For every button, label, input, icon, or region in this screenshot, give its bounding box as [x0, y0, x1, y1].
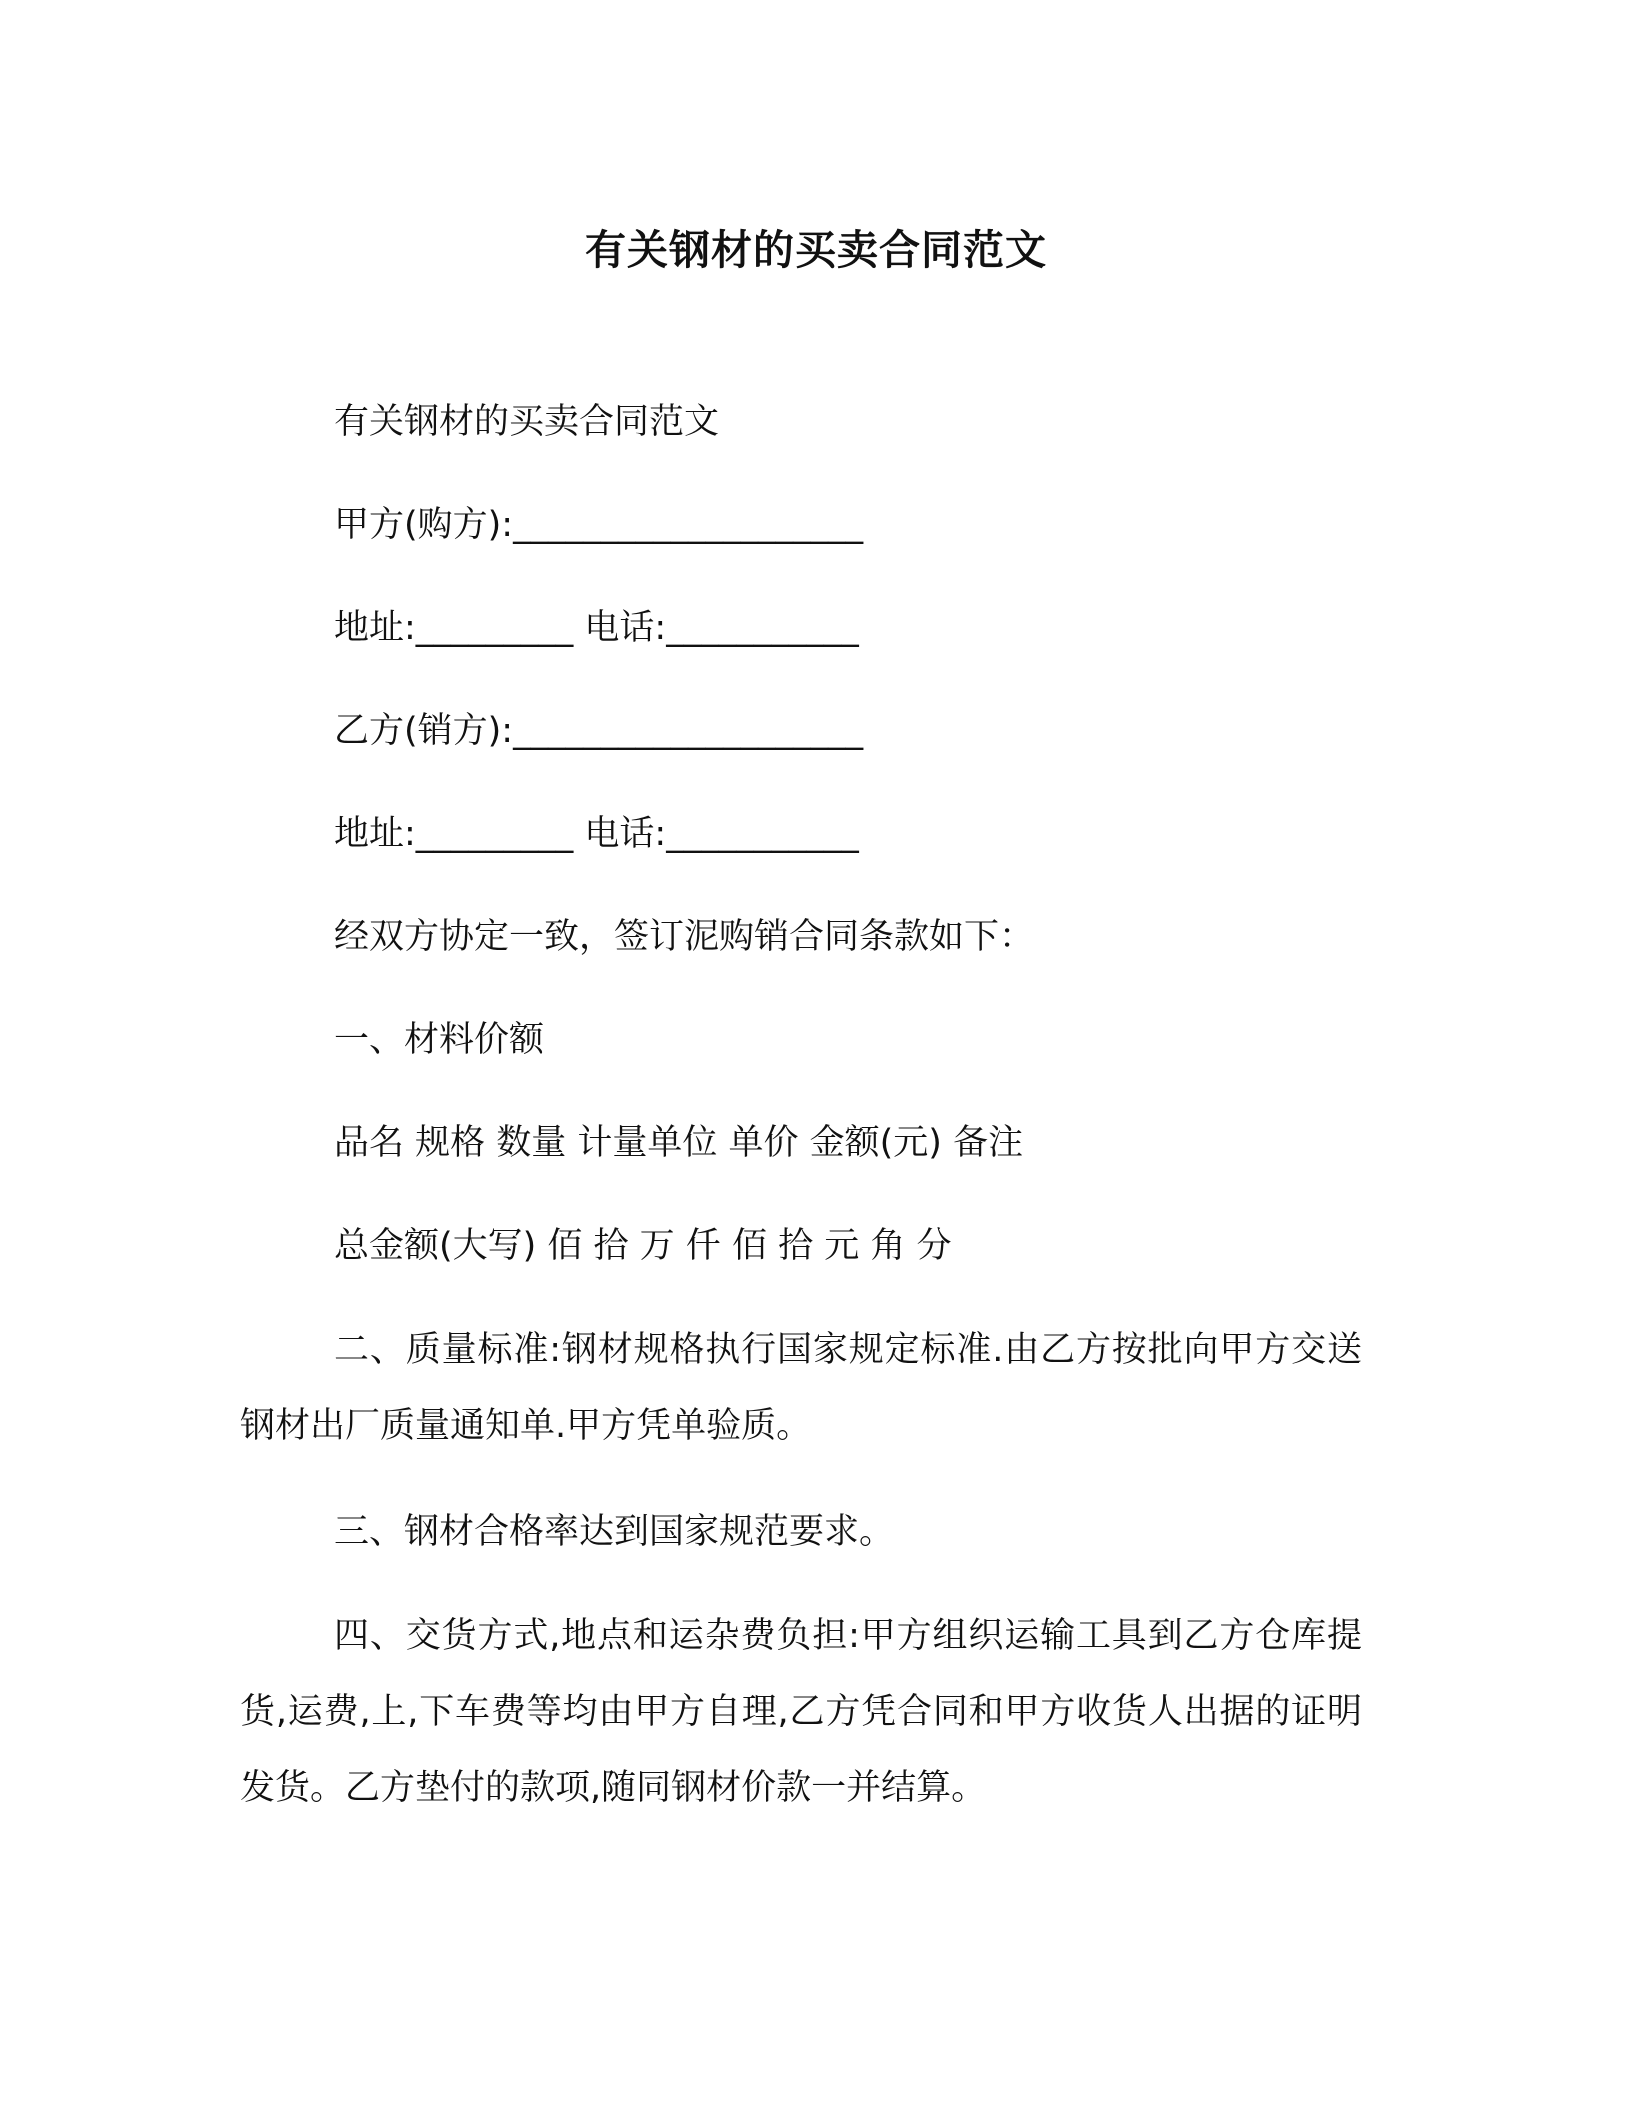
section-2-paragraph: 二、质量标准:钢材规格执行国家规定标准.由乙方按批向甲方交送钢材出厂质量通知单.甲方凭单验质。 [240, 1330, 1362, 1446]
party-b-line: 乙方(销方):____________________ [334, 711, 864, 751]
agreement-statement: 经双方协定一致，签订泥购销合同条款如下： [334, 917, 1035, 957]
section-4-paragraph: 四、交货方式,地点和运杂费负担:甲方组织运输工具到乙方仓库提货,运费,上,下车费等均由甲方自理,乙方凭合同和甲方收货人出据的证明发货。乙方垫付的款项,随同钢材价款一并结算。 [240, 1616, 1362, 1808]
price-table-header: 品名 规格 数量 计量单位 单价 金额(元) 备注 [334, 1123, 1024, 1163]
section-1-heading: 一、材料价额 [334, 1020, 545, 1060]
party-a-line: 甲方(购方):____________________ [334, 505, 864, 545]
party-b-contact-line: 地址:_________ 电话:___________ [334, 814, 859, 854]
total-amount-line: 总金额(大写) 佰 拾 万 仟 佰 拾 元 角 分 [334, 1226, 952, 1266]
section-3-paragraph: 三、钢材合格率达到国家规范要求。 [334, 1512, 895, 1552]
document-title: 有关钢材的买卖合同范文 [585, 226, 1047, 274]
party-a-contact-line: 地址:_________ 电话:___________ [334, 608, 859, 648]
document-subtitle: 有关钢材的买卖合同范文 [334, 402, 720, 442]
